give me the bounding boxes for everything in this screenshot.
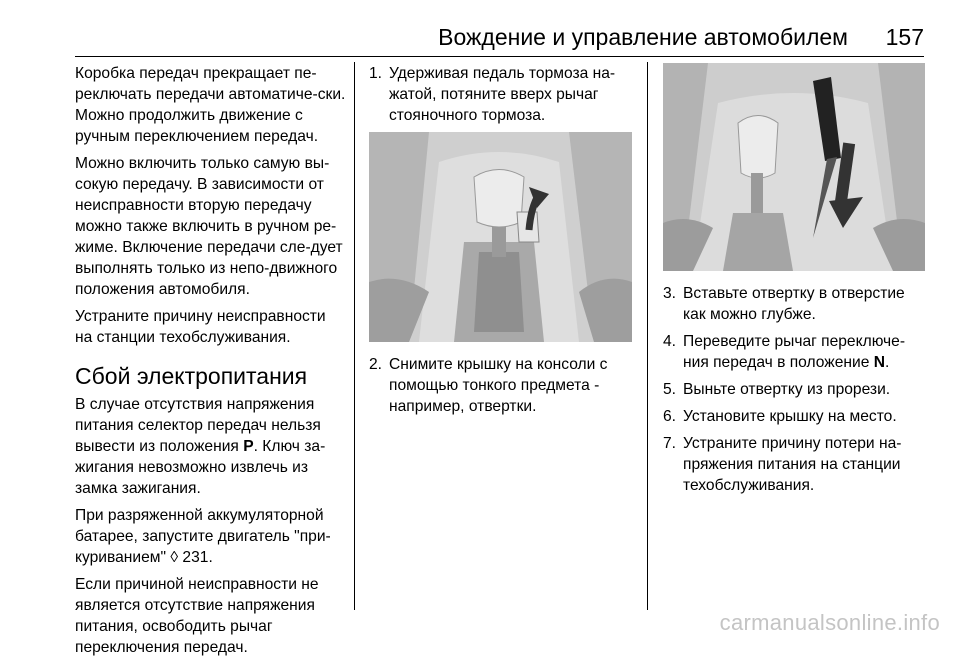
column-1: [75, 63, 347, 664]
section-heading: Сбой электропитания: [75, 363, 308, 389]
figure-screwdriver-insert: [663, 63, 925, 271]
step-3-text: Вставьте отвертку в отверстие как можно глубже.: [683, 285, 905, 323]
watermark: carmanualsonline.info: [719, 610, 940, 635]
step-5: [663, 379, 925, 400]
paragraph-3: Устраните причину неисправности на станции техобслуживания.: [75, 308, 326, 346]
header-title: Вождение и управление автомобилем: [438, 24, 848, 50]
paragraph-4: [75, 394, 347, 499]
p4-text-before: В случае отсутствия напряжения питания селектор передач нельзя вывести из положения: [75, 396, 321, 455]
step-6-number: 6.: [663, 408, 677, 425]
paragraph-2: Можно включить только самую вы-сокую передачу. В зависимости от неисправности вторую передачу можно также включить в ручном ре-жиме. Включение передачи сле-дует выполнять только из непо-движного положения автомобиля.: [75, 155, 343, 298]
step-4-text-before: Переведите рычаг переключе-ния передач в положение: [683, 333, 906, 371]
step-4: [663, 331, 925, 373]
step-6-text: Установите крышку на место.: [683, 408, 897, 425]
step-1: [369, 63, 632, 126]
column-3: [663, 63, 925, 502]
gear-position-n: N: [873, 354, 885, 371]
step-3-number: 3.: [663, 285, 677, 302]
paragraph-5: [75, 505, 347, 568]
step-2-text: Снимите крышку на консоли с помощью тонкого предмета - например, отвертки.: [389, 356, 608, 415]
step-1-text: Удерживая педаль тормоза на-жатой, потяните вверх рычаг стояночного тормоза.: [389, 65, 616, 124]
step-4-text-after: .: [884, 354, 890, 371]
step-7-text: Устраните причину потери на-пряжения питания на станции техобслуживания.: [683, 435, 902, 494]
step-2: [369, 354, 632, 417]
step-3: [663, 283, 925, 325]
screwdriver-illustration: [663, 63, 925, 271]
gear-lever-console-illustration: [369, 132, 632, 342]
column-divider-2: [647, 62, 648, 610]
step-7: [663, 433, 925, 496]
page-header: [75, 22, 924, 57]
step-5-number: 5.: [663, 381, 677, 398]
step-7-number: 7.: [663, 435, 677, 452]
page-ref-icon: ◊: [170, 549, 179, 566]
column-2: [369, 63, 632, 423]
gear-position-p: P: [243, 438, 254, 455]
page-ref-link[interactable]: 231.: [178, 549, 213, 566]
paragraph-6: Если причиной неисправности не является отсутствие напряжения питания, освободить рычаг переключения передач.: [75, 576, 319, 656]
step-6: [663, 406, 925, 427]
page-number: 157: [885, 24, 924, 50]
column-divider-1: [354, 62, 355, 610]
figure-gear-lever-console: [369, 132, 632, 342]
step-5-text: Выньте отвертку из прорези.: [683, 381, 891, 398]
step-4-number: 4.: [663, 333, 677, 350]
paragraph-1: Коробка передач прекращает пе-реключать передачи автоматиче-ски. Можно продолжить движение с ручным переключением передач.: [75, 65, 346, 145]
step-1-number: 1.: [369, 65, 383, 82]
p4-text-after: . Ключ за-жигания невозможно извлечь из замка зажигания.: [75, 438, 326, 497]
p5-text: При разряженной аккумуляторной батарее, запустите двигатель "при-куриванием": [75, 507, 331, 566]
step-2-number: 2.: [369, 356, 383, 373]
